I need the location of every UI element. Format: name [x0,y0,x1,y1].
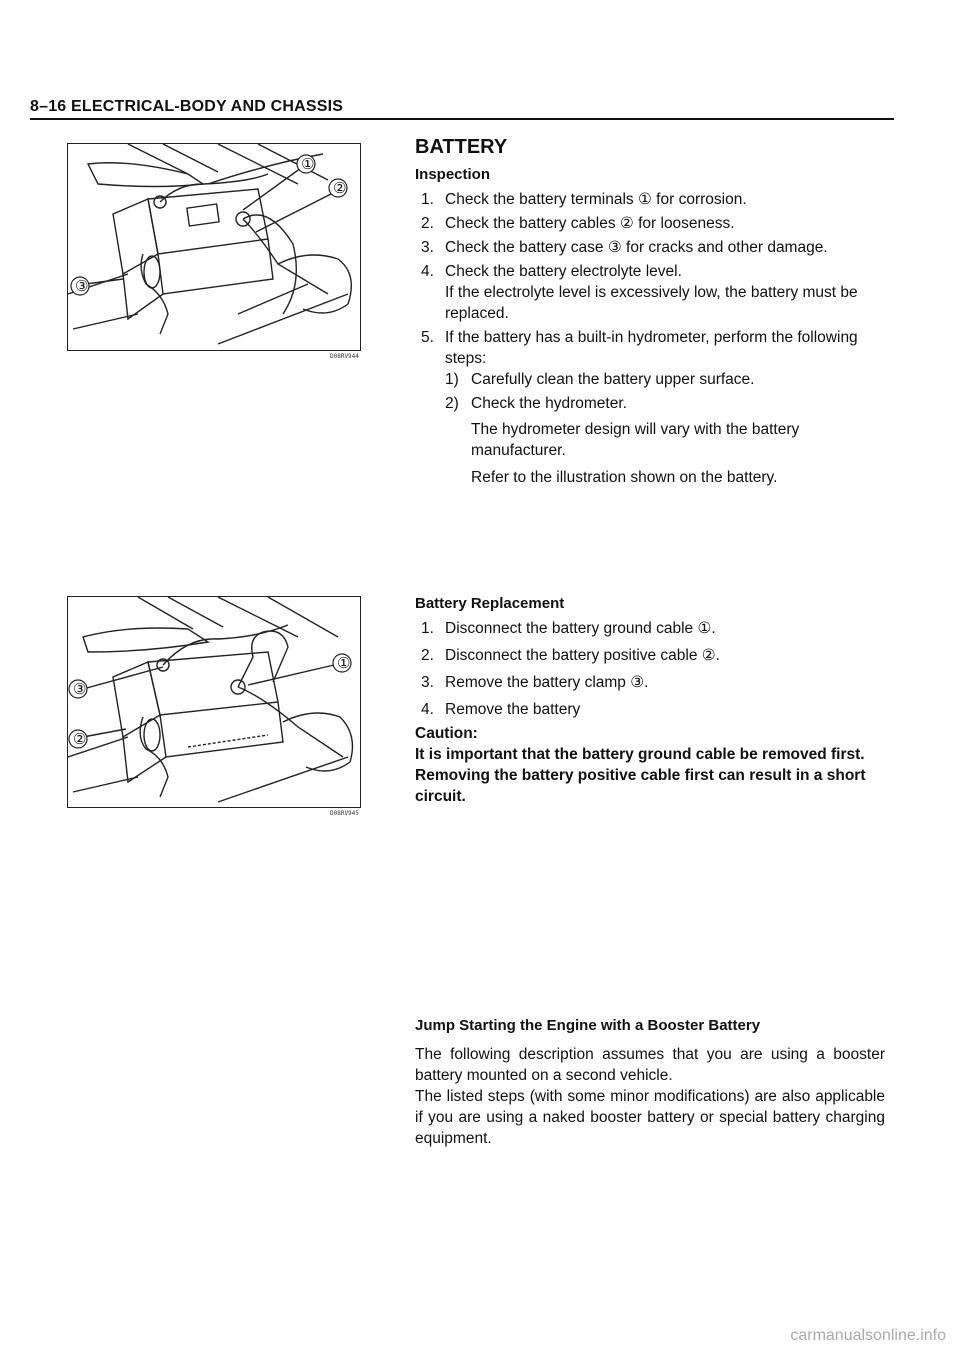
jump-start-section [415,1015,885,1149]
paragraph: The listed steps (with some minor modifications) are also applicable if you are using a naked booster battery or special battery charging equipment. [415,1088,885,1147]
list-item: 2. Check the battery cables ② for looseness. [421,215,735,232]
replacement-heading: Battery Replacement [415,595,565,612]
caution-label: Caution: [415,725,478,742]
watermark: carmanualsonline.info [790,1327,946,1344]
header-rule [30,118,894,120]
callout-1: ① [301,155,315,173]
caution-text: Removing the battery positive cable first can result in a short circuit. [415,767,866,805]
callout-1: ① [337,654,351,672]
figure-code: D08RV945 [330,810,359,817]
hydrometer-substeps [445,369,885,488]
list-item: 3. Remove the battery clamp ③. [421,674,649,691]
list-item: 2) Check the hydrometer. The hydrometer design will vary with the battery manufacturer. Refer to the illustration shown on the battery. [445,395,800,486]
callout-3: ③ [75,277,89,295]
step-note: If the electrolyte level is excessively low, the battery must be replaced. [445,284,858,322]
figure-code: D08RV944 [330,353,359,360]
list-item: 1. Check the battery terminals ① for corrosion. [421,191,747,208]
inspection-steps [415,189,885,491]
callout-3: ③ [73,680,87,698]
caution-text: It is important that the battery ground cable be removed first. [415,746,865,763]
battery-inspection-illustration [68,144,360,350]
list-item: 4. Check the battery electrolyte level. If the electrolyte level is excessively low, the battery must be replaced. [421,263,858,322]
battery-inspection-figure [67,143,361,351]
list-item: 3. Check the battery case ③ for cracks and other damage. [421,239,828,256]
replacement-section [415,593,885,807]
list-item: 2. Disconnect the battery positive cable ②. [421,647,720,664]
section-title: BATTERY [415,136,508,158]
battery-replacement-illustration [68,597,360,807]
page-header: 8–16 ELECTRICAL-BODY AND CHASSIS [30,98,344,115]
list-item: 1. Disconnect the battery ground cable ①. [421,620,716,637]
replacement-steps [415,618,885,720]
jump-start-heading: Jump Starting the Engine with a Booster Battery [415,1017,761,1034]
list-item: 1) Carefully clean the battery upper surface. [445,371,755,388]
list-item: 5. If the battery has a built-in hydrometer, perform the following steps: 1) Carefully clean the battery upper surface. 2) Check the hydrometer. The hydrometer design will vary with the battery manufacturer. Refer to the illustration shown on the battery. [415,327,885,491]
battery-replacement-figure [67,596,361,808]
paragraph: The following description assumes that you are using a booster battery mounted on a second vehicle. [415,1046,885,1084]
inspection-heading: Inspection [415,166,491,183]
callout-2: ② [333,179,347,197]
battery-section [415,137,885,494]
callout-2: ② [73,730,87,748]
list-item: 4. Remove the battery [421,701,581,718]
